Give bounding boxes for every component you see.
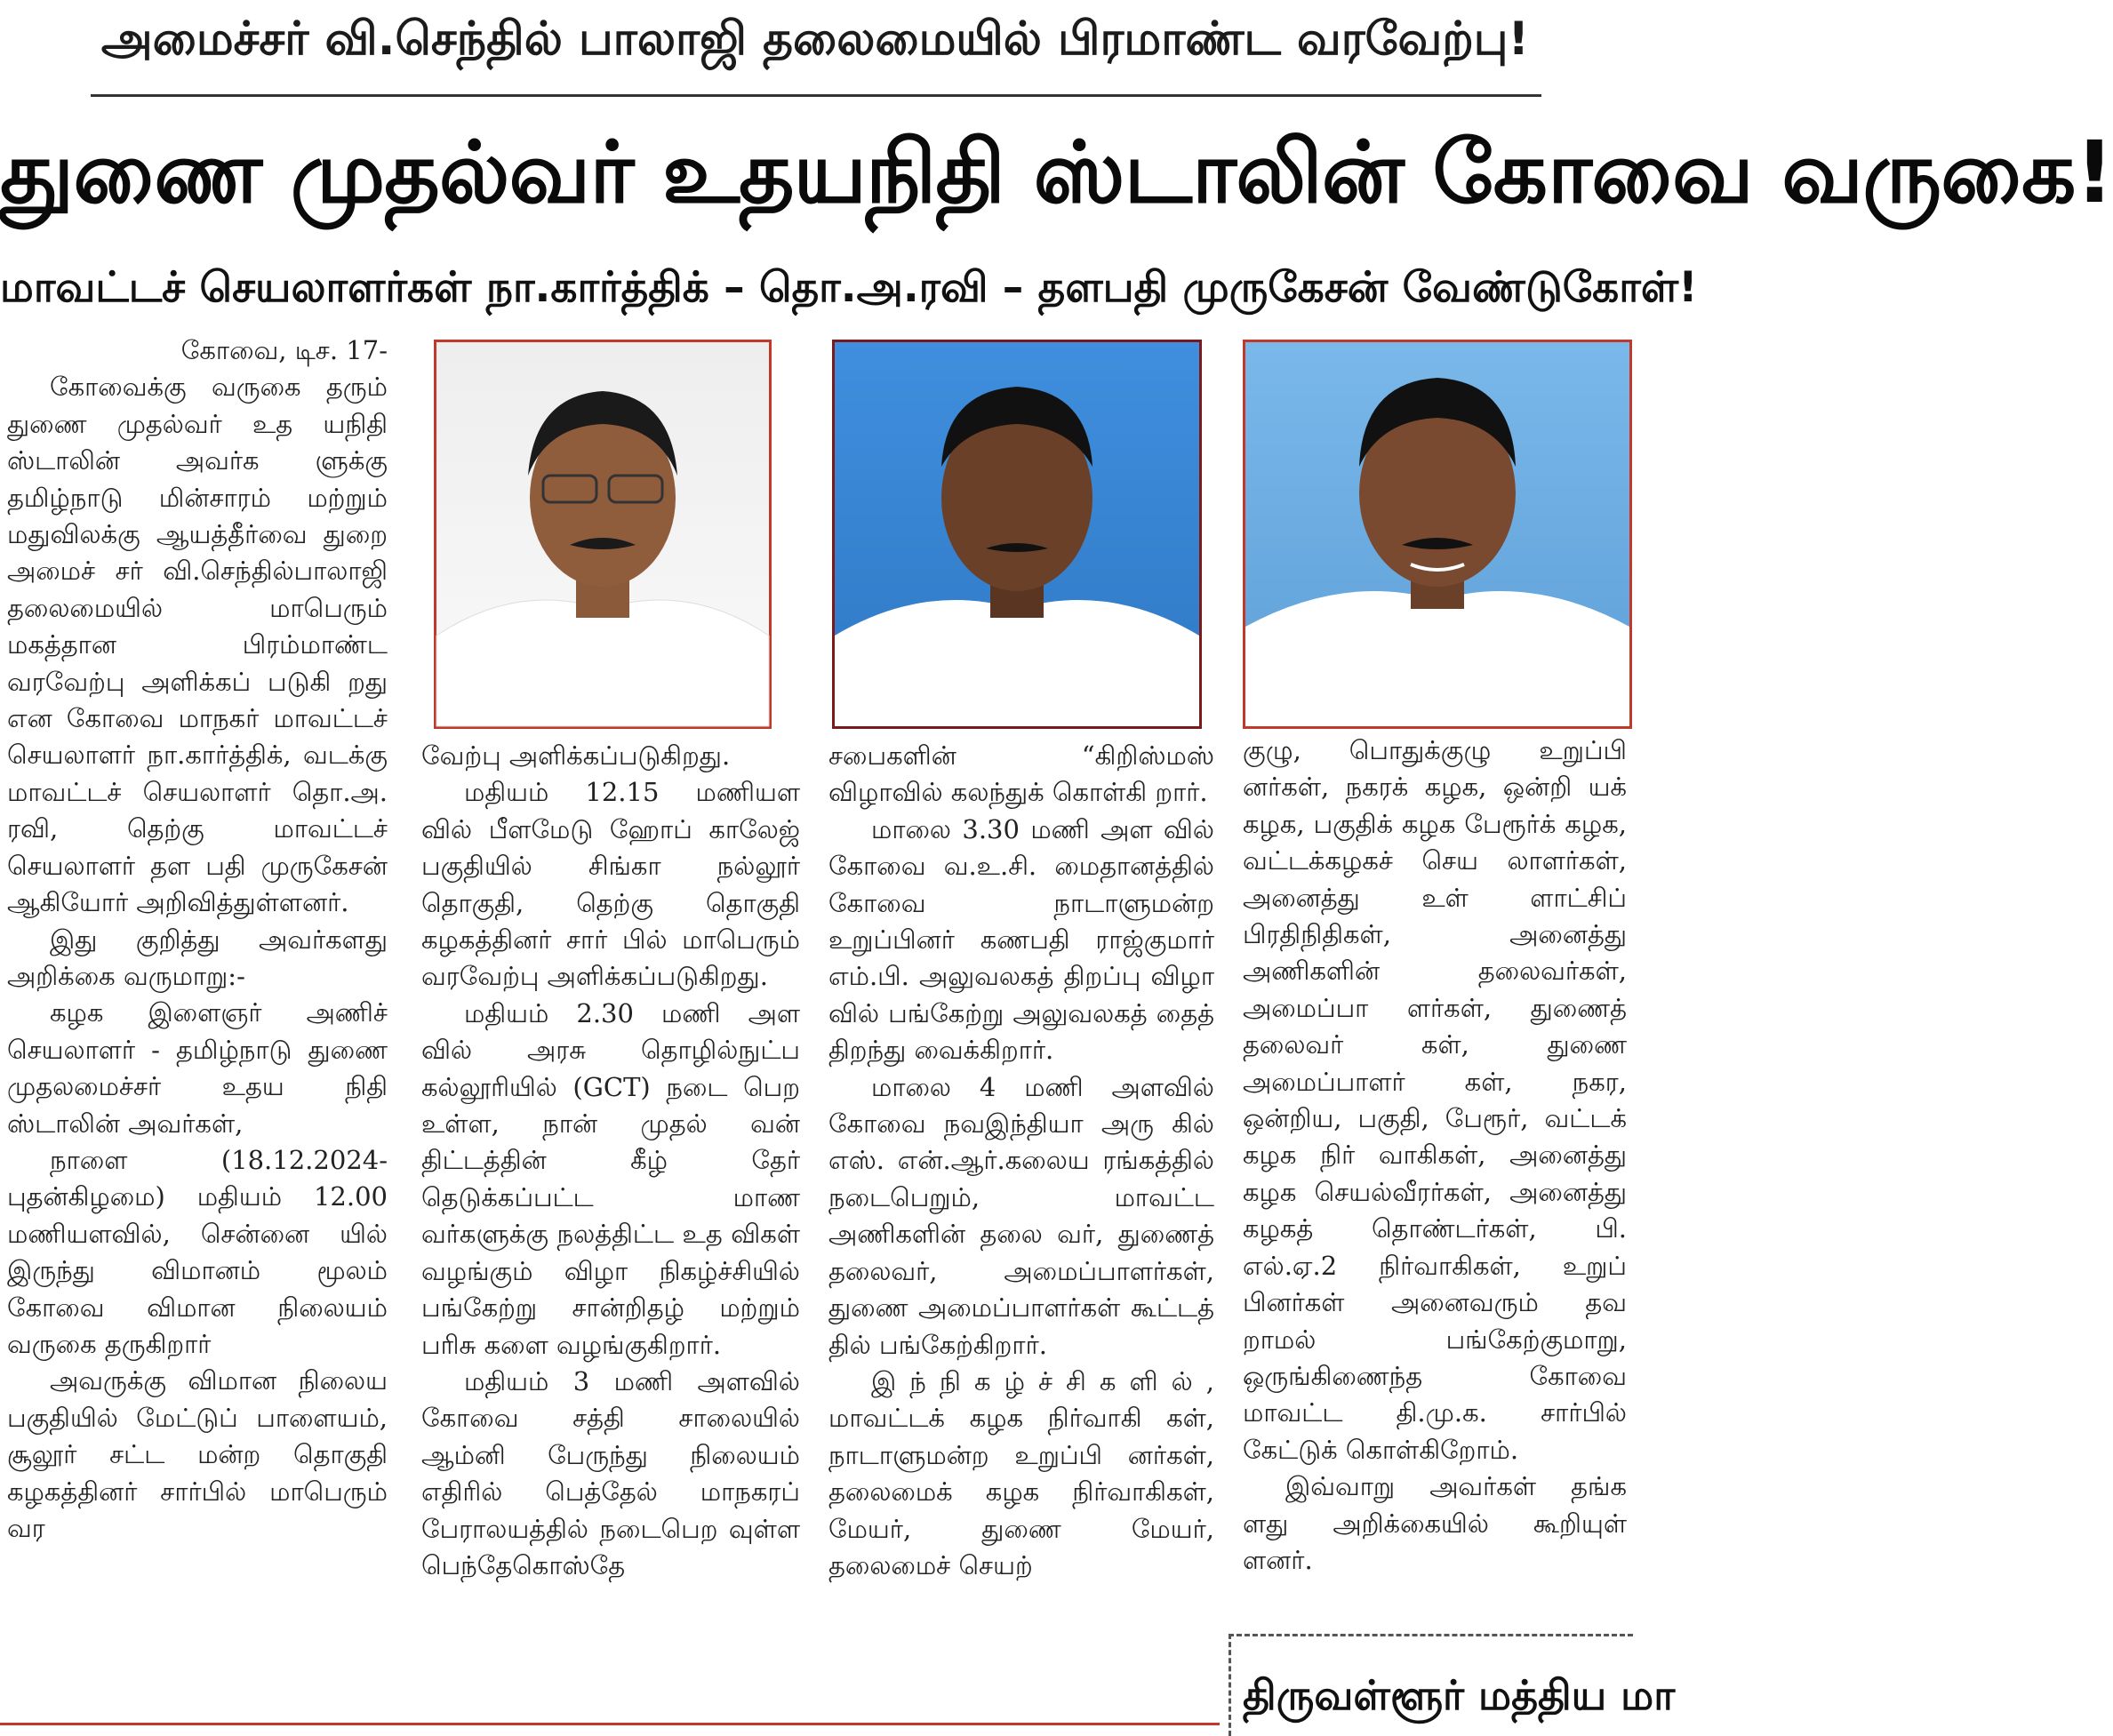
article-column-3 (828, 738, 1214, 1584)
paragraph: வேற்பு அளிக்கப்படுகிறது. (421, 740, 731, 771)
paragraph: மதியம் 3 மணி அளவில் கோவை சத்தி சாலையில் ஆம்னி பேருந்து நிலையம் எதிரில் பெத்தேல் மாநகரப் பேராலயத்தில் நடைபெற வுள்ள பெந்தேகொஸ்தே (421, 1365, 800, 1580)
portrait-photo-2 (832, 340, 1202, 729)
paragraph: மதியம் 12.15 மணியள வில் பீளமேடு ஹோப் காலேஜ் பகுதியில் சிங்கா நல்லூர் தொகுதி, தெற்கு தொகுதி கழகத்தினர் சார் பில் மாபெரும் வரவேற்பு அளிக்கப்படுகிறது. (421, 777, 800, 992)
paragraph: இது குறித்து அவர்களது அறிக்கை வருமாறு:- (7, 924, 388, 991)
article-column-4 (1243, 732, 1627, 1579)
article-column-1 (7, 332, 388, 1547)
paragraph: இவ்வாறு அவர்கள் தங்க ளது அறிக்கையில் கூறியுள் ளனர். (1243, 1471, 1627, 1575)
paragraph: கழக இளைஞர் அணிச் செயலாளர் - தமிழ்நாடு துணை முதலமைச்சர் உதய நிதி ஸ்டாலின் அவர்கள், (7, 997, 388, 1139)
main-headline: துணை முதல்வர் உதயநிதி ஸ்டாலின் கோவை வருகை! (0, 123, 2113, 222)
paragraph: மாலை 4 மணி அளவில் கோவை நவஇந்தியா அரு கில் எஸ். என்.ஆர்.கலைய ரங்கத்தில் நடைபெறும், மாவட்ட அணிகளின் தலை வர், துணைத் தலைவர், அமைப்பாளர்கள், துணை அமைப்பாளர்கள் கூட்டத் தில் பங்கேற்கிறார். (828, 1071, 1214, 1360)
portrait-photo-1 (434, 340, 772, 729)
paragraph: இ ந் நி க ழ் ச் சி க ளி ல் , மாவட்டக் கழக நிர்வாகி கள், நாடாளுமன்ற உறுப்பி னர்கள், தலைமைக் கழக நிர்வாகிகள், மேயர், துணை மேயர், தலைமைச் செயற் (828, 1365, 1214, 1580)
paragraph: அவருக்கு விமான நிலைய பகுதியில் மேட்டுப் பாளையம், சூலூர் சட்ட மன்ற தொகுதி கழகத்தினர் சார்பில் மாபெரும் வர (7, 1365, 388, 1543)
paragraph: நாளை (18.12.2024- புதன்கிழமை) மதியம் 12.00 மணியளவில், சென்னை யில் இருந்து விமானம் மூலம் கோவை விமான நிலையம் வருகை தருகிறார் (7, 1144, 388, 1359)
paragraph: மதியம் 2.30 மணி அள வில் அரசு தொழில்நுட்ப கல்லூரியில் (GCT) நடை பெற உள்ள, நான் முதல் வன் திட்டத்தின் கீழ் தேர் தெடுக்கப்பட்ட மாண வர்களுக்கு நலத்திட்ட உத விகள் வழங்கும் விழா நிகழ்ச்சியில் பங்கேற்று சான்றிதழ் மற்றும் பரிசு களை வழங்குகிறார். (421, 997, 800, 1360)
article-column-2 (421, 738, 800, 1584)
kicker-divider (91, 94, 1541, 97)
kicker-headline: அமைச்சர் வி.செந்தில் பாலாஜி தலைமையில் பிரமாண்ட வரவேற்பு! (100, 12, 1530, 66)
paragraph: கோவைக்கு வருகை தரும் துணை முதல்வர் உத யநிதி ஸ்டாலின் அவர்க ளுக்கு தமிழ்நாடு மின்சாரம் மற்றும் மதுவிலக்கு ஆயத்தீர்வை துறை அமைச் சர் வி.செந்தில்பாலாஜி தலைமையில் மாபெரும் மகத்தான பிரம்மாண்ட வரவேற்பு அளிக்கப் படுகி றது என கோவை மாநகர் மாவட்டச் செயலாளர் நா.கார்த்திக், வடக்கு மாவட்டச் செயலாளர் தொ.அ. ரவி, தெற்கு மாவட்டச் செயலாளர் தள பதி முருகேசன் ஆகியோர் அறிவித்துள்ளனர். (7, 372, 388, 918)
paragraph: மாலை 3.30 மணி அள வில் கோவை வ.உ.சி. மைதானத்தில் கோவை நாடாளுமன்ற உறுப்பினர் கணபதி ராஜ்குமார் எம்.பி. அலுவலகத் திறப்பு விழா வில் பங்கேற்று அலுவலகத் தைத் திறந்து வைக்கிறார். (828, 813, 1214, 1066)
bottom-divider (0, 1723, 1220, 1725)
sub-headline: மாவட்டச் செயலாளர்கள் நா.கார்த்திக் – தொ.அ.ரவி – தளபதி முருகேசன் வேண்டுகோள்! (0, 263, 1698, 312)
portrait-photo-3 (1243, 340, 1632, 729)
next-article-headline: திருவள்ளூர் மத்திய மா (1243, 1671, 1676, 1719)
dateline: கோவை, டிச. 17- (180, 335, 388, 365)
paragraph: குழு, பொதுக்குழு உறுப்பி னர்கள், நகரக் கழக, ஒன்றி யக் கழக, பகுதிக் கழக பேரூர்க் கழக, வட்டக்கழகச் செய லாளர்கள், அனைத்து உள் ளாட்சிப் பிரதிநிதிகள், அனைத்து அணிகளின் தலைவர்கள், அமைப்பா ளர்கள், துணைத் தலைவர் கள், துணை அமைப்பாளர் கள், நகர, ஒன்றிய, பகுதி, பேரூர், வட்டக் கழக நிர் வாகிகள், அனைத்து கழக செயல்வீரர்கள், அனைத்து கழகத் தொண்டர்கள், பி. எல்.ஏ.2 நிர்வாகிகள், உறுப் பினர்கள் அனைவரும் தவ றாமல் பங்கேற்குமாறு, ஒருங்கிணைந்த கோவை மாவட்ட தி.மு.க. சார்பில் கேட்டுக் கொள்கிறோம். (1243, 735, 1627, 1465)
paragraph: சபைகளின் “கிறிஸ்மஸ் விழாவில் கலந்துக் கொள்கி றார். (828, 740, 1214, 808)
